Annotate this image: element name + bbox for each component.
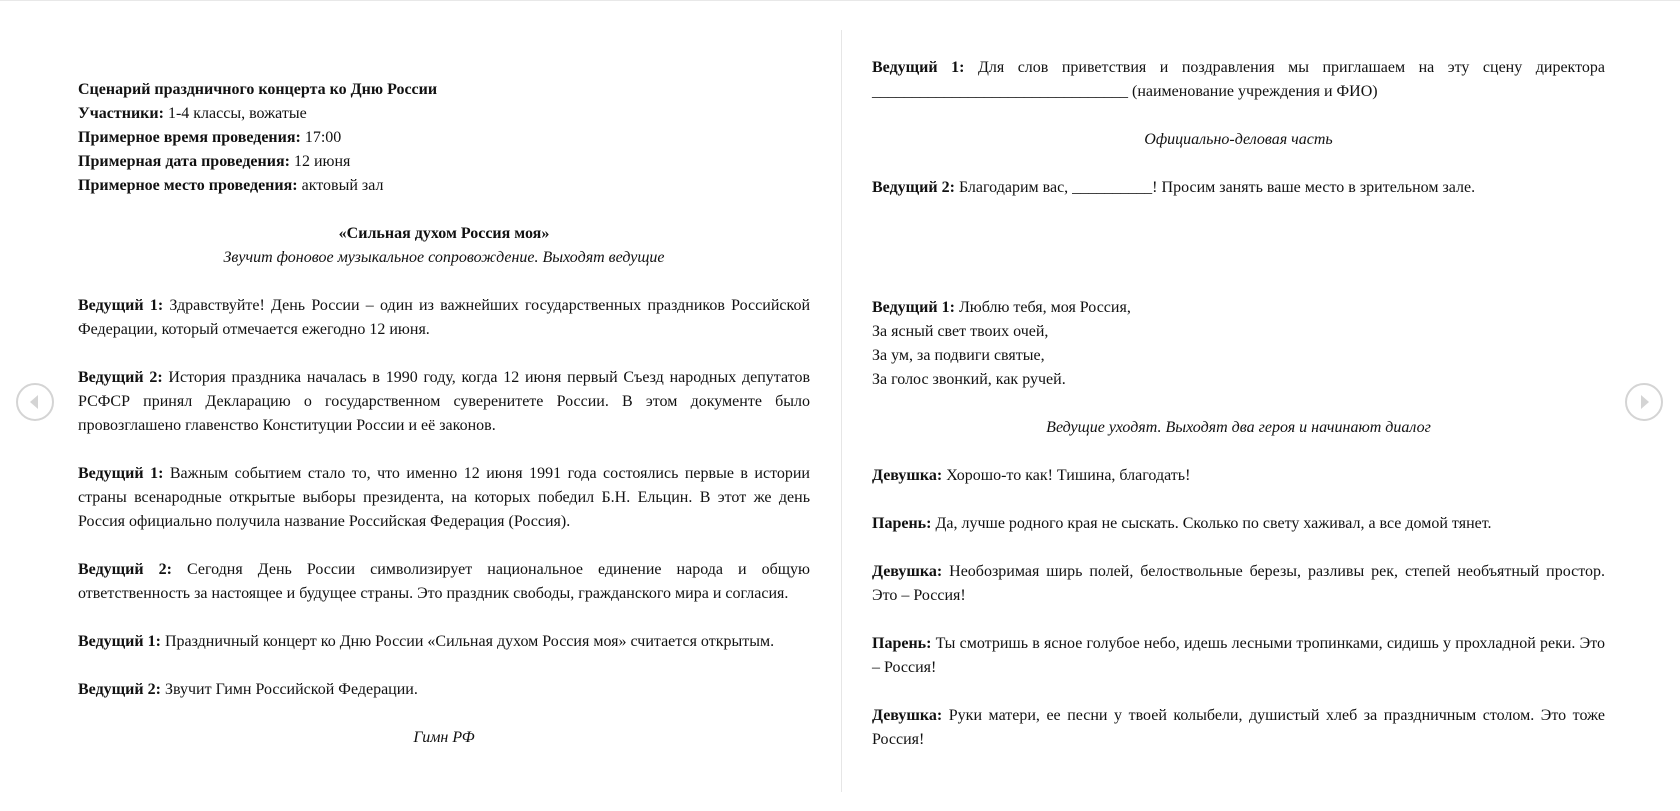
dialogue-line: Девушка: Руки матери, ее песни у твоей колыбели, душистый хлеб за праздничным столом. Это тоже Россия! [872,707,1605,748]
meta-participants: Участники: 1-4 классы, вожатые [78,105,307,122]
chevron-left-icon [18,385,52,419]
anthem-direction: Гимн РФ [413,729,475,746]
poem-line: За голос звонкий, как ручей. [872,371,1066,388]
section-title: Официально-деловая часть [1144,131,1333,148]
right-page [872,56,1605,752]
dialogue-line: Девушка: Хорошо-то как! Тишина, благодать! [872,467,1191,484]
dialogue-line: Ведущий 2: Звучит Гимн Российской Федерации. [78,681,418,698]
chevron-right-icon [1627,385,1661,419]
stage-direction: Звучит фоновое музыкальное сопровождение. Выходят ведущие [223,249,665,266]
dialogue-line: Девушка: Необозримая ширь полей, белоствольные березы, разливы рек, степей необъятный простор. Это – Россия! [872,563,1605,604]
poem-line: За ум, за подвиги святые, [872,347,1045,364]
meta-time: Примерное время проведения: 17:00 [78,129,342,146]
stage-direction: Ведущие уходят. Выходят два героя и начинают диалог [1046,419,1431,436]
dialogue-line: Ведущий 2: История праздника началась в 1990 году, когда 12 июня первый Съезд народных депутатов РСФСР принял Декларацию о государственном суверенитете России. В этом документе было провозглашено главенство Конституции России и её законов. [78,369,810,434]
dialogue-line: Парень: Ты смотришь в ясное голубое небо, идешь лесными тропинками, сидишь у прохладной реки. Это – Россия! [872,635,1605,676]
page-divider [841,30,842,792]
meta-date: Примерная дата проведения: 12 июня [78,153,351,170]
concert-heading: «Сильная духом Россия моя» [338,225,550,242]
dialogue-line: Ведущий 1: Праздничный концерт ко Дню России «Сильная духом Россия моя» считается открытым. [78,633,775,650]
next-page-button[interactable] [1625,383,1663,421]
dialogue-line: Ведущий 2: Благодарим вас, __________! Просим занять ваше место в зрительном зале. [872,179,1476,196]
dialogue-line: Ведущий 1: Здравствуйте! День России – один из важнейших государственных праздников Российской Федерации, который отмечается ежегодно 12 июня. [78,297,811,338]
dialogue-line: Ведущий 1: Важным событием стало то, что именно 12 июня 1991 года состоялись первые в истории страны всенародные открытые выборы президента, на которых победил Б.Н. Ельцин. В этот же день Россия официально получила название Российская Федерация (Россия). [78,465,810,530]
meta-place: Примерное место проведения: актовый зал [78,177,384,194]
script-title: Сценарий праздничного концерта ко Дню России [78,81,438,98]
dialogue-line: Ведущий 1: Для слов приветствия и поздравления мы приглашаем на эту сцену директора ________________________________ (наименование учреждения и ФИО) [872,59,1605,100]
poem-line: За ясный свет твоих очей, [872,323,1049,340]
poem-line: Ведущий 1: Люблю тебя, моя Россия, [872,299,1131,316]
previous-page-button[interactable] [16,383,54,421]
top-border [0,0,1680,1]
left-page [78,78,810,750]
dialogue-line: Ведущий 2: Сегодня День России символизирует национальное единение народа и общую ответственность за настоящее и будущее страны. Это праздник свободы, гражданского мира и согласия. [78,561,811,602]
poem [872,296,1605,392]
dialogue-line: Парень: Да, лучше родного края не сыскать. Сколько по свету хаживал, а все домой тянет. [872,515,1492,532]
